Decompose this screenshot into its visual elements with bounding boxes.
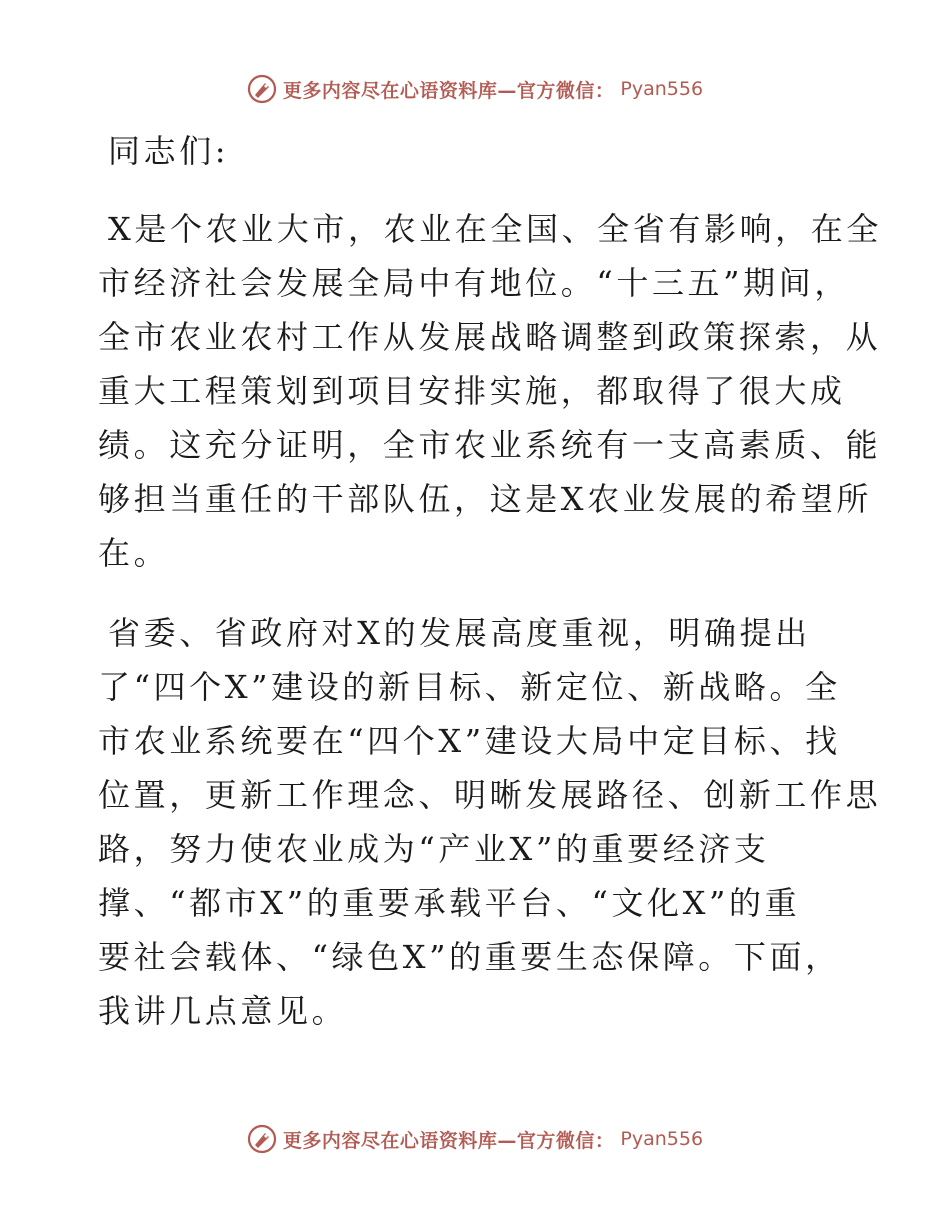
watermark-text: 更多内容尽在心语资料库—官方微信： <box>282 1129 615 1152</box>
paragraph-line: 路，努力使农业成为“产业X”的重要经济支 <box>98 830 770 868</box>
paragraph-line: 我讲几点意见。 <box>98 992 348 1030</box>
paragraph-line: 重大工程策划到项目安排实施，都取得了很大成 <box>98 372 846 410</box>
paragraph-line: 够担当重任的干部队伍，这是X农业发展的希望所 <box>98 480 872 518</box>
paragraph-line: 位置，更新工作理念、明晰发展路径、创新工作思 <box>98 776 882 814</box>
paragraph-line: 省委、省政府对X的发展高度重视，明确提出 <box>108 614 811 652</box>
watermark-wechat-id: Pyan556 <box>620 78 704 100</box>
paragraph-1 <box>98 202 882 580</box>
pen-nib-logo-icon <box>247 74 277 104</box>
paragraph-line: 在。 <box>98 534 170 572</box>
paragraph-line: 市农业系统要在“四个X”建设大局中定目标、找 <box>98 722 841 760</box>
paragraph-line: 市经济社会发展全局中有地位。“十三五”期间， <box>98 264 850 302</box>
header-watermark <box>0 74 950 104</box>
document-body <box>98 120 882 1038</box>
paragraph-line: 绩。这充分证明，全市农业系统有一支高素质、能 <box>98 426 882 464</box>
paragraph-line: 撑、“都市X”的重要承载平台、“文化X”的重 <box>98 884 801 922</box>
paragraph-line: 全市农业农村工作从发展战略调整到政策探索，从 <box>98 318 882 356</box>
salutation: 同志们: <box>108 132 230 170</box>
paragraph-line: X是个农业大市，农业在全国、全省有影响，在全 <box>108 210 882 248</box>
paragraph-line: 了“四个X”建设的新目标、新定位、新战略。全 <box>98 668 841 706</box>
paragraph-line: 要社会载体、“绿色X”的重要生态保障。下面， <box>98 938 841 976</box>
footer-watermark <box>0 1124 950 1154</box>
paragraph-2 <box>98 606 882 1038</box>
watermark-text: 更多内容尽在心语资料库—官方微信： <box>282 79 615 102</box>
watermark-wechat-id: Pyan556 <box>620 1128 704 1150</box>
pen-nib-logo-icon <box>247 1124 277 1154</box>
